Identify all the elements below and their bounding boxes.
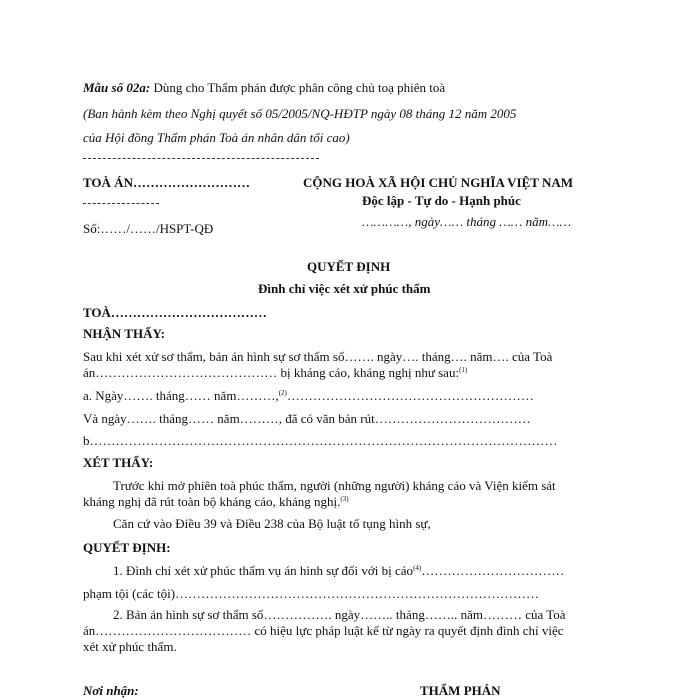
decision-item-1-line-2: phạm tội (các tội)…………………………………………………………………………	[83, 586, 540, 601]
footnote-3: (3)	[340, 495, 349, 503]
nhan-thay-para-line-2	[83, 365, 467, 381]
nhan-thay-para-text: án…………………………………… bị kháng cáo, kháng nghị như sau:	[83, 365, 460, 380]
slogan: Độc lập - Tự do - Hạnh phúc	[362, 193, 521, 208]
country-name: CỘNG HOÀ XÃ HỘI CHỦ NGHĨA VIỆT NAM	[303, 175, 574, 190]
decision-number: Số:……/……/HSPT-QĐ	[83, 221, 214, 236]
line-a	[83, 388, 534, 404]
header-divider	[83, 158, 319, 159]
issued-line-1: (Ban hành kèm theo Nghị quyết số 05/2005/NQ-HĐTP ngày 08 tháng 12 năm 2005	[83, 106, 517, 121]
court-name: TOÀ ÁN………………………	[83, 175, 250, 190]
document-subtitle: Đình chỉ việc xét xử phúc thẩm	[258, 281, 431, 296]
form-description: Dùng cho Thẩm phán được phân công chủ toạ phiên toà	[150, 80, 446, 95]
decision-item-2: 2. Bản án hình sự sơ thẩm số……………. ngày…….. tháng…….. năm……… của Toà	[113, 607, 566, 622]
issued-line-2: của Hội đồng Thẩm phán Toà án nhân dân tối cao)	[83, 130, 350, 145]
decision-item-2-line-2: án……………………………… có hiệu lực pháp luật kể từ ngày ra quyết định đình chỉ việc	[83, 623, 564, 638]
xet-thay-para-line-2	[83, 494, 349, 510]
signer-title: THẨM PHÁN	[420, 683, 501, 698]
quyet-dinh-heading: QUYẾT ĐỊNH:	[83, 540, 171, 555]
document-title: QUYẾT ĐỊNH	[307, 259, 391, 274]
xet-thay-para-line-1: Trước khi mở phiên toà phúc thẩm, người (những người) kháng cáo và Viện kiểm sát	[113, 478, 556, 493]
legal-basis: Căn cứ vào Điều 39 và Điều 238 của Bộ luật tố tụng hình sự,	[113, 516, 431, 531]
nhan-thay-para-line-1: Sau khi xét xử sơ thẩm, bản án hình sự sơ thẩm số……. ngày…. tháng…. năm…. của Toà	[83, 349, 553, 364]
court-underline	[83, 203, 159, 204]
line-a-dots: …………………………………………………	[286, 388, 534, 403]
footnote-4: (4)	[413, 564, 422, 572]
form-note	[83, 80, 445, 96]
toa-line: TOÀ………………………………	[83, 305, 267, 320]
decision-item-1-text: 1. Đình chỉ xét xử phúc thẩm vụ án hình sự đối với bị cáo	[113, 563, 414, 578]
footnote-1: (1)	[459, 366, 468, 374]
line-b: b………………………………………………………………………………………………	[83, 433, 558, 448]
xet-thay-para-text: kháng nghị đã rút toàn bộ kháng cáo, kháng nghị.	[83, 494, 341, 509]
footnote-2: (2)	[278, 389, 287, 397]
xet-thay-heading: XÉT THẤY:	[83, 455, 154, 470]
form-label: Mẫu số 02a:	[83, 80, 151, 95]
decision-item-1-dots: ……………………………	[421, 563, 565, 578]
nhan-thay-heading: NHẬN THẤY:	[83, 326, 165, 341]
decision-item-2-line-3: xét xử phúc thẩm.	[83, 639, 177, 654]
decision-item-1	[113, 563, 564, 579]
place-date: …………, ngày…… tháng …… năm……	[362, 214, 572, 229]
line-va: Và ngày……. tháng…… năm………, đã có văn bản rút………………………………	[83, 411, 531, 426]
line-a-text: a. Ngày……. tháng…… năm………,	[83, 388, 279, 403]
recipients-label: Nơi nhận:	[83, 683, 139, 698]
